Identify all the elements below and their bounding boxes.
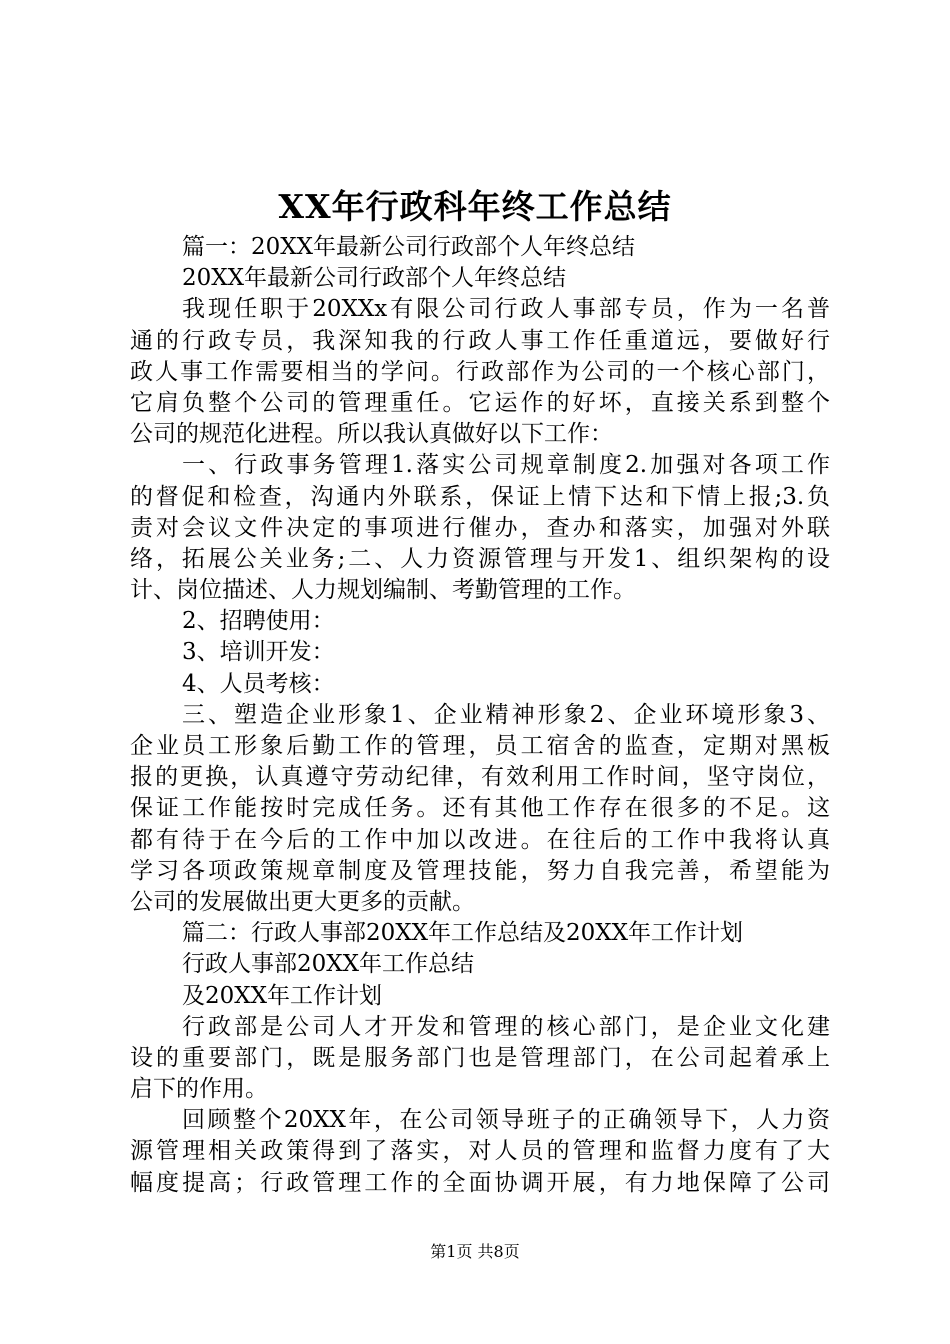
text-line: 行政部是公司人才开发和管理的核心部门，是企业文化建 [182,1013,830,1040]
text-line: 政人事工作需要相当的学问。行政部作为公司的一个核心部门， [130,358,830,385]
text-line: 行政人事部20XX年工作总结 [182,951,475,978]
text-line: 计、岗位描述、人力规划编制、考勤管理的工作。 [130,577,636,604]
document-title: XX年行政科年终工作总结 [278,187,672,226]
text-line: 责对会议文件决定的事项进行催办，查办和落实，加强对外联 [130,514,830,541]
text-line: 三、塑造企业形象1、企业精神形象2、企业环境形象3、 [182,701,830,728]
text-line: 公司的规范化进程。所以我认真做好以下工作： [130,421,613,448]
text-line: 2、招聘使用： [182,608,335,635]
text-line: 3、培训开发： [182,639,335,666]
text-line: 我现任职于20XXx有限公司行政人事部专员，作为一名普 [182,296,830,323]
document-body [130,232,830,1199]
text-line: 都有待于在今后的工作中加以改进。在往后的工作中我将认真 [130,826,830,853]
text-line: 公司的发展做出更大更多的贡献。 [130,888,475,915]
text-line: 学习各项政策规章制度及管理技能，努力自我完善，希望能为 [130,857,830,884]
text-line: 企业员工形象后勤工作的管理，员工宿舍的监查，定期对黑板 [130,733,830,759]
text-line: 的督促和检查，沟通内外联系，保证上情下达和下情上报;3.负 [130,483,830,510]
text-line: 报的更换，认真遵守劳动纪律，有效利用工作时间，坚守岗位， [130,764,830,791]
text-line: 设的重要部门，既是服务部门也是管理部门，在公司起着承上 [130,1044,830,1071]
text-line: 回顾整个20XX年，在公司领导班子的正确领导下，人力资 [182,1107,830,1134]
text-line: 源管理相关政策得到了落实，对人员的管理和监督力度有了大 [130,1138,830,1165]
text-line: 一、行政事务管理1.落实公司规章制度2.加强对各项工作 [182,452,830,479]
text-line: 20XX年最新公司行政部个人年终总结 [182,265,567,292]
text-line: 保证工作能按时完成任务。还有其他工作存在很多的不足。这 [130,795,830,822]
text-line: 络，拓展公关业务;二、人力资源管理与开发1、组织架构的设 [130,545,830,572]
text-line: 篇一：20XX年最新公司行政部个人年终总结 [182,234,636,260]
page-footer: 第1页 共8页 [430,1242,520,1261]
text-line: 通的行政专员，我深知我的行政人事工作任重道远，要做好行 [130,327,830,354]
text-line: 启下的作用。 [130,1076,268,1103]
text-line: 及20XX年工作计划 [182,982,383,1009]
text-line: 幅度提高；行政管理工作的全面协调开展，有力地保障了公司 [130,1169,830,1196]
text-line: 4、人员考核： [182,670,335,697]
text-line: 篇二：行政人事部20XX年工作总结及20XX年工作计划 [182,920,744,947]
text-line: 它肩负整个公司的管理重任。它运作的好坏，直接关系到整个 [130,389,830,416]
